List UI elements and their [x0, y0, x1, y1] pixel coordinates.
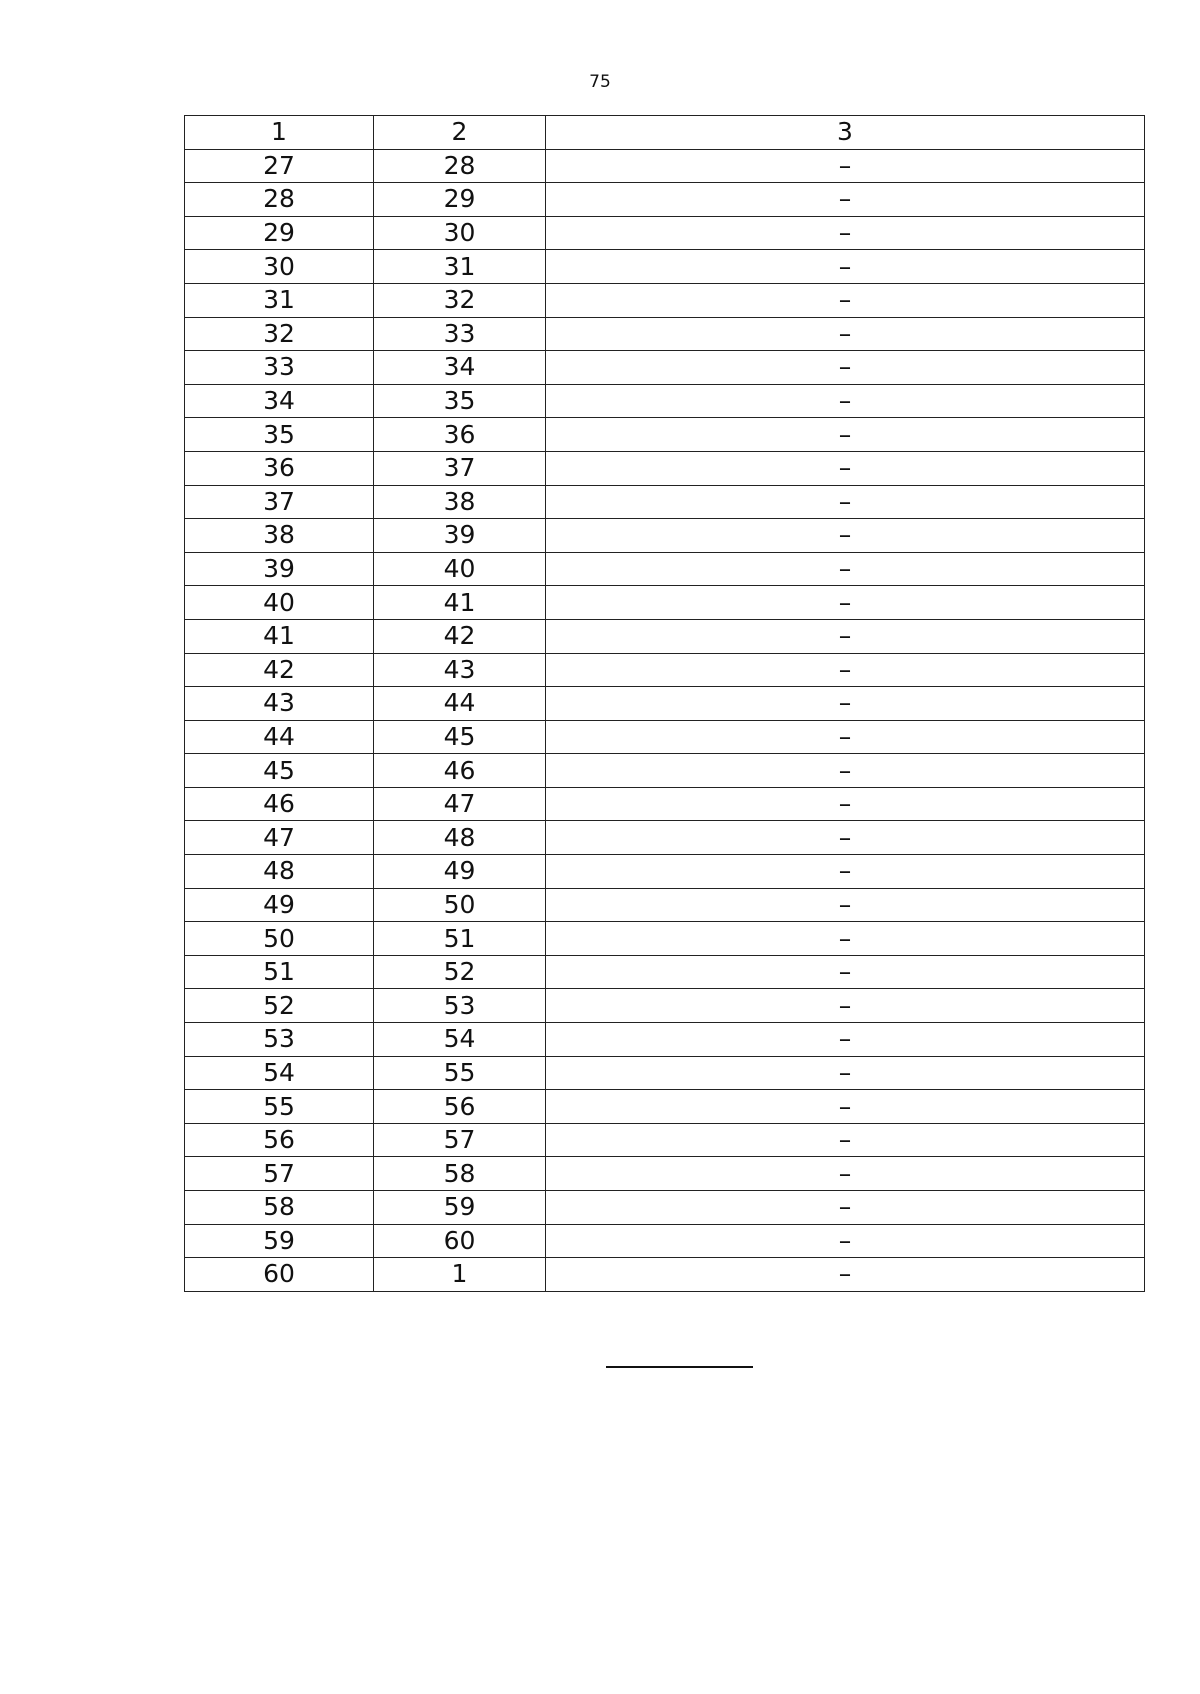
table-cell-col-1: 49	[185, 888, 374, 922]
table-cell-col-2: 28	[374, 149, 546, 183]
table-row	[185, 149, 1145, 183]
table-container	[184, 115, 1145, 1292]
table-cell-col-3: –	[546, 317, 1145, 351]
table-cell-col-1: 27	[185, 149, 374, 183]
table-row	[185, 754, 1145, 788]
table-row	[185, 586, 1145, 620]
table-row	[185, 1157, 1145, 1191]
table-cell-col-3: –	[546, 519, 1145, 553]
table-cell-col-1: 60	[185, 1258, 374, 1292]
table-cell-col-2: 30	[374, 216, 546, 250]
table-cell-col-1: 48	[185, 855, 374, 889]
table-cell-col-1: 56	[185, 1123, 374, 1157]
table-cell-col-1: 29	[185, 216, 374, 250]
table-row	[185, 1123, 1145, 1157]
table-row	[185, 1056, 1145, 1090]
table-cell-col-3: –	[546, 485, 1145, 519]
table-cell-col-2: 41	[374, 586, 546, 620]
table-cell-col-1: 44	[185, 720, 374, 754]
table-cell-col-3: –	[546, 384, 1145, 418]
table-cell-col-2: 35	[374, 384, 546, 418]
table-cell-col-1: 39	[185, 552, 374, 586]
table-cell-col-1: 41	[185, 619, 374, 653]
table-row	[185, 922, 1145, 956]
table-cell-col-3: –	[546, 653, 1145, 687]
table-cell-col-3: –	[546, 183, 1145, 217]
table-cell-col-3: –	[546, 149, 1145, 183]
table-row	[185, 1258, 1145, 1292]
table-cell-col-1: 57	[185, 1157, 374, 1191]
end-of-section-rule	[606, 1366, 753, 1368]
table-cell-col-2: 56	[374, 1090, 546, 1124]
table-row	[185, 1023, 1145, 1057]
table-cell-col-2: 55	[374, 1056, 546, 1090]
table-cell-col-2: 31	[374, 250, 546, 284]
table-cell-col-2: 37	[374, 451, 546, 485]
table-cell-col-1: 55	[185, 1090, 374, 1124]
table-cell-col-2: 47	[374, 787, 546, 821]
table-row	[185, 787, 1145, 821]
table-cell-col-1: 40	[185, 586, 374, 620]
table-cell-col-2: 49	[374, 855, 546, 889]
table-cell-col-2: 46	[374, 754, 546, 788]
table-cell-col-1: 54	[185, 1056, 374, 1090]
table-cell-col-2: 48	[374, 821, 546, 855]
table-row	[185, 687, 1145, 721]
table-cell-col-3: –	[546, 1258, 1145, 1292]
table-cell-col-1: 47	[185, 821, 374, 855]
page-number: 75	[589, 72, 611, 92]
table-cell-col-3: –	[546, 855, 1145, 889]
table-row	[185, 720, 1145, 754]
table-cell-col-3: –	[546, 989, 1145, 1023]
table-cell-col-1: 46	[185, 787, 374, 821]
table-row	[185, 451, 1145, 485]
table-header-row	[185, 116, 1145, 150]
table-row	[185, 283, 1145, 317]
table-cell-col-3: –	[546, 687, 1145, 721]
table-cell-col-2: 60	[374, 1224, 546, 1258]
table-row	[185, 821, 1145, 855]
table-cell-col-2: 50	[374, 888, 546, 922]
table-cell-col-2: 38	[374, 485, 546, 519]
table-cell-col-1: 34	[185, 384, 374, 418]
table-cell-col-3: –	[546, 720, 1145, 754]
table-cell-col-1: 33	[185, 351, 374, 385]
table-cell-col-3: –	[546, 1123, 1145, 1157]
table-cell-col-3: –	[546, 351, 1145, 385]
table-cell-col-1: 35	[185, 418, 374, 452]
table-body	[185, 116, 1145, 1292]
table-cell-col-2: 36	[374, 418, 546, 452]
table-cell-col-2: 40	[374, 552, 546, 586]
table-row	[185, 351, 1145, 385]
table-cell-col-2: 53	[374, 989, 546, 1023]
table-cell-col-1: 37	[185, 485, 374, 519]
table-row	[185, 485, 1145, 519]
table-row	[185, 955, 1145, 989]
table-row	[185, 989, 1145, 1023]
table-row	[185, 384, 1145, 418]
table-cell-col-2: 1	[374, 1258, 546, 1292]
table-cell-col-1: 32	[185, 317, 374, 351]
table-cell-col-2: 59	[374, 1191, 546, 1225]
table-row	[185, 183, 1145, 217]
table-cell-col-1: 31	[185, 283, 374, 317]
table-cell-col-1: 51	[185, 955, 374, 989]
table-cell-col-3: –	[546, 283, 1145, 317]
table-cell-col-3: –	[546, 888, 1145, 922]
table-cell-col-3: –	[546, 250, 1145, 284]
table-row	[185, 653, 1145, 687]
table-cell-col-2: 39	[374, 519, 546, 553]
table-cell-col-3: –	[546, 922, 1145, 956]
table-row	[185, 619, 1145, 653]
table-row	[185, 855, 1145, 889]
data-table	[184, 115, 1145, 1292]
table-cell-col-1: 50	[185, 922, 374, 956]
table-cell-col-2: 42	[374, 619, 546, 653]
table-row	[185, 1224, 1145, 1258]
table-cell-col-1: 53	[185, 1023, 374, 1057]
table-cell-col-2: 52	[374, 955, 546, 989]
table-cell-col-2: 54	[374, 1023, 546, 1057]
table-cell-col-1: 52	[185, 989, 374, 1023]
table-cell-col-2: 33	[374, 317, 546, 351]
table-cell-col-2: 58	[374, 1157, 546, 1191]
table-row	[185, 1090, 1145, 1124]
table-cell-col-3: –	[546, 1191, 1145, 1225]
table-row	[185, 519, 1145, 553]
table-row	[185, 1191, 1145, 1225]
table-cell-col-2: 44	[374, 687, 546, 721]
table-cell-col-2: 29	[374, 183, 546, 217]
table-cell-col-1: 36	[185, 451, 374, 485]
table-cell-col-3: –	[546, 1157, 1145, 1191]
table-cell-col-3: –	[546, 787, 1145, 821]
table-cell-col-3: –	[546, 955, 1145, 989]
table-cell-col-3: –	[546, 1224, 1145, 1258]
table-cell-col-1: 59	[185, 1224, 374, 1258]
table-cell-col-3: –	[546, 754, 1145, 788]
table-cell-col-2: 32	[374, 283, 546, 317]
table-cell-col-3: –	[546, 418, 1145, 452]
table-cell-col-1: 58	[185, 1191, 374, 1225]
table-cell-col-1: 28	[185, 183, 374, 217]
table-cell-col-3: –	[546, 451, 1145, 485]
table-cell-col-3: –	[546, 552, 1145, 586]
header-cell-2: 2	[374, 116, 546, 150]
table-cell-col-3: –	[546, 1023, 1145, 1057]
table-cell-col-2: 34	[374, 351, 546, 385]
table-row	[185, 552, 1145, 586]
table-cell-col-2: 45	[374, 720, 546, 754]
table-row	[185, 418, 1145, 452]
table-row	[185, 250, 1145, 284]
table-cell-col-1: 30	[185, 250, 374, 284]
table-cell-col-3: –	[546, 1056, 1145, 1090]
header-cell-1: 1	[185, 116, 374, 150]
table-cell-col-3: –	[546, 821, 1145, 855]
table-cell-col-3: –	[546, 619, 1145, 653]
table-cell-col-3: –	[546, 216, 1145, 250]
table-cell-col-1: 43	[185, 687, 374, 721]
table-cell-col-1: 45	[185, 754, 374, 788]
table-cell-col-1: 38	[185, 519, 374, 553]
table-row	[185, 317, 1145, 351]
table-cell-col-2: 43	[374, 653, 546, 687]
table-cell-col-2: 57	[374, 1123, 546, 1157]
table-cell-col-3: –	[546, 586, 1145, 620]
table-cell-col-3: –	[546, 1090, 1145, 1124]
table-cell-col-1: 42	[185, 653, 374, 687]
header-cell-3: 3	[546, 116, 1145, 150]
table-row	[185, 888, 1145, 922]
table-row	[185, 216, 1145, 250]
table-cell-col-2: 51	[374, 922, 546, 956]
